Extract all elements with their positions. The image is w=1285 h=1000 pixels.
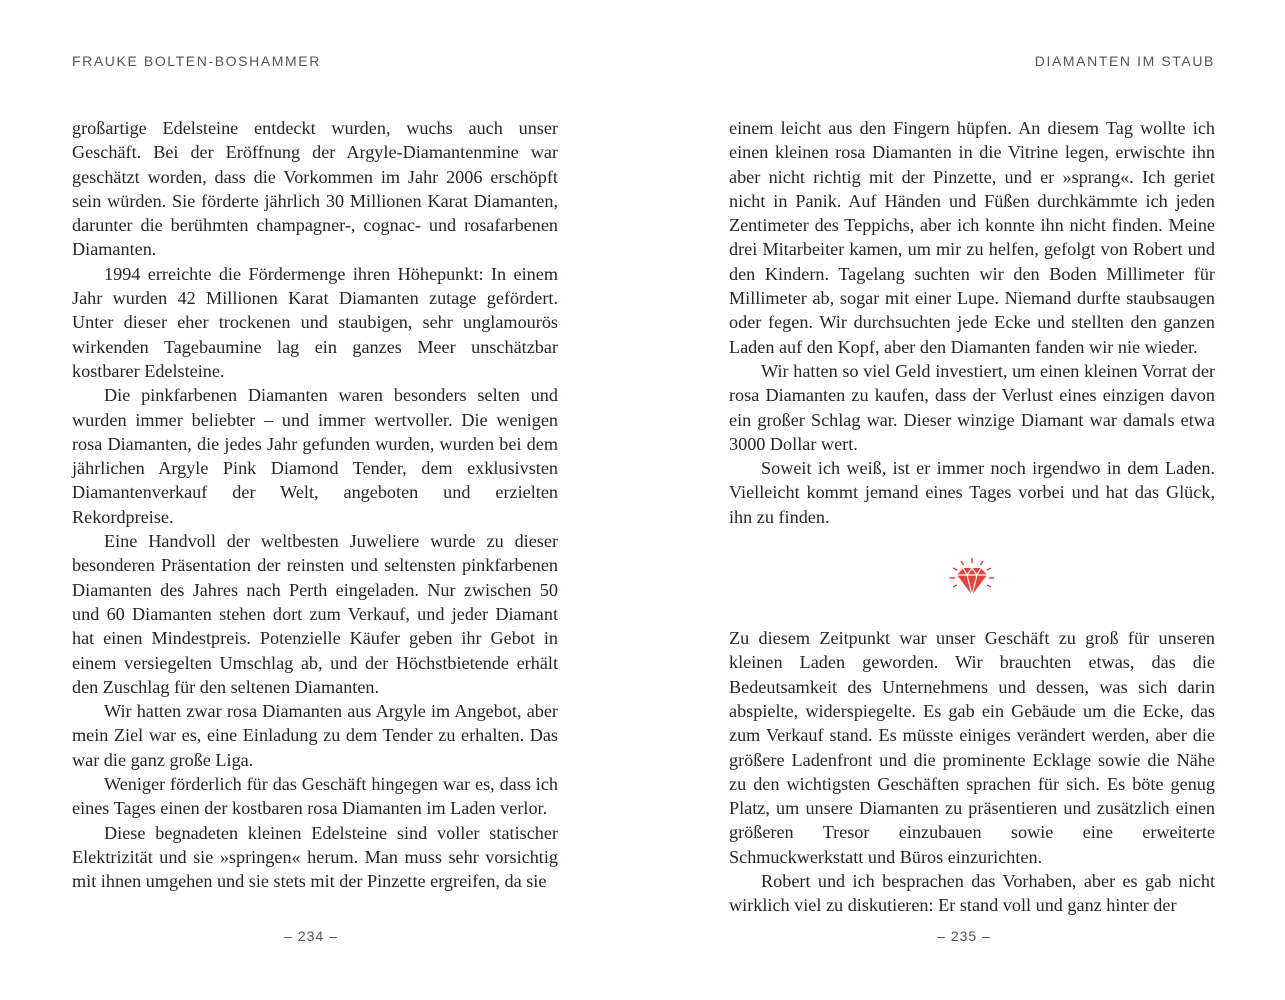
diamond-ornament-icon <box>945 556 999 600</box>
right-page <box>729 0 1215 1000</box>
paragraph: Zu diesem Zeitpunkt war unser Geschäft zu groß für unseren kleinen Laden geworden. Wir brauchten etwas, das die Bedeutsamkeit des Unternehmens und dessen, was sich darin abspielte, widerspiegelte. Es gab ein Gebäude um die Ecke, das zum Verkauf stand. Es müsste einiges verändert werden, aber die größere Ladenfront und die prominente Ecklage sowie die Nähe zu den wichtigsten Geschäften sprachen für sich. Es böte genug Platz, um unsere Diamanten zu präsentieren und zusätzlich einen größeren Tresor einzubauen sowie eine erweiterte Schmuckwerkstatt und Büros einzurichten. <box>729 628 1215 867</box>
page-number: – 235 – <box>937 928 991 944</box>
paragraph: Wir hatten so viel Geld investiert, um einen kleinen Vorrat der rosa Diamanten zu kaufen, dass der Verlust eines einzigen davon ein großer Schlag war. Dieser winzige Diamant war damals etwa 3000 Dollar wert. <box>729 360 1215 454</box>
page-number: – 234 – <box>284 928 338 944</box>
paragraph: Diese begnadeten kleinen Edelsteine sind voller statischer Elektrizität und sie »springen« herum. Man muss sehr vorsichtig mit ihnen umgehen und sie stets mit der Pinzette ergreifen, da sie <box>72 822 558 892</box>
paragraph: Eine Handvoll der weltbesten Juweliere wurde zu dieser besonderen Präsentation der reinsten und seltensten pinkfarbenen Diamanten des Jahres nach Perth eingeladen. Nur zwischen 50 und 60 Diamanten stehen dort zum Verkauf, und jeder Diamant hat einen Mindestpreis. Potenzielle Käufer geben ihr Gebot in einem versiegelten Umschlag ab, und der Höchstbietende erhält den Zuschlag für den seltenen Diamanten. <box>72 531 558 697</box>
paragraph: Weniger förderlich für das Geschäft hingegen war es, dass ich eines Tages einen der kostbaren rosa Diamanten im Laden verlor. <box>72 774 558 819</box>
paragraph: Robert und ich besprachen das Vorhaben, aber es gab nicht wirklich viel zu diskutieren: Er stand voll und ganz hinter der <box>729 871 1215 916</box>
paragraph: Soweit ich weiß, ist er immer noch irgendwo in dem Laden. Vielleicht kommt jemand eines Tages vorbei und hat das Glück, ihn zu finden. <box>729 458 1215 527</box>
paragraph: 1994 erreichte die Fördermenge ihren Höhepunkt: In einem Jahr wurden 42 Millionen Karat Diamanten zutage gefördert. Unter dieser eher trockenen und staubigen, sehr unglamourös wirkenden Tagebaumine lag ein ganzes Meer unschätzbar kostbarer Edelsteine. <box>72 263 558 381</box>
left-page-body <box>72 116 558 894</box>
right-page-body <box>729 116 1215 918</box>
paragraph: Wir hatten zwar rosa Diamanten aus Argyle im Angebot, aber mein Ziel war es, eine Einladung zu dem Tender zu erhalten. Das war die ganz große Liga. <box>72 701 558 770</box>
paragraph: einem leicht aus den Fingern hüpfen. An diesem Tag wollte ich einen kleinen rosa Diamanten in die Vitrine legen, erwischte ihn aber nicht richtig mit der Pinzette, und er »sprang«. Ich geriet nicht in Panik. Auf Händen und Füßen durchkämmte ich jeden Zentimeter des Teppichs, aber ich konnte ihn nicht finden. Meine drei Mitarbeiter kamen, um mir zu helfen, gefolgt von Robert und den Kindern. Tagelang suchten wir den Boden Millimeter für Millimeter ab, sogar mit einer Lupe. Niemand durfte staubsaugen oder fegen. Wir durchsuchten jede Ecke und stellten den ganzen Laden auf den Kopf, aber den Diamanten fanden wir nie wieder. <box>729 118 1215 357</box>
running-head-title: DIAMANTEN IM STAUB <box>1034 53 1215 69</box>
section-break <box>729 529 1215 626</box>
left-page <box>72 0 558 1000</box>
paragraph: großartige Edelsteine entdeckt wurden, wuchs auch unser Geschäft. Bei der Eröffnung der Argyle-Diamantenmine war geschätzt worden, dass die Vorkommen im Jahr 2006 erschöpft sein würden. Sie förderte jährlich 30 Millionen Karat Diamanten, darunter die berühmten champagner-, cognac- und rosafarbenen Diamanten. <box>72 118 558 260</box>
paragraph: Die pinkfarbenen Diamanten waren besonders selten und wurden immer beliebter – und immer wertvoller. Die wenigen rosa Diamanten, die jedes Jahr gefunden wurden, wurden bei dem jährlichen Argyle Pink Diamond Tender, dem exklusivsten Diamantenverkauf der Welt, angeboten und erzielten Rekordpreise. <box>72 385 558 527</box>
running-head-author: FRAUKE BOLTEN-BOSHAMMER <box>72 53 321 69</box>
